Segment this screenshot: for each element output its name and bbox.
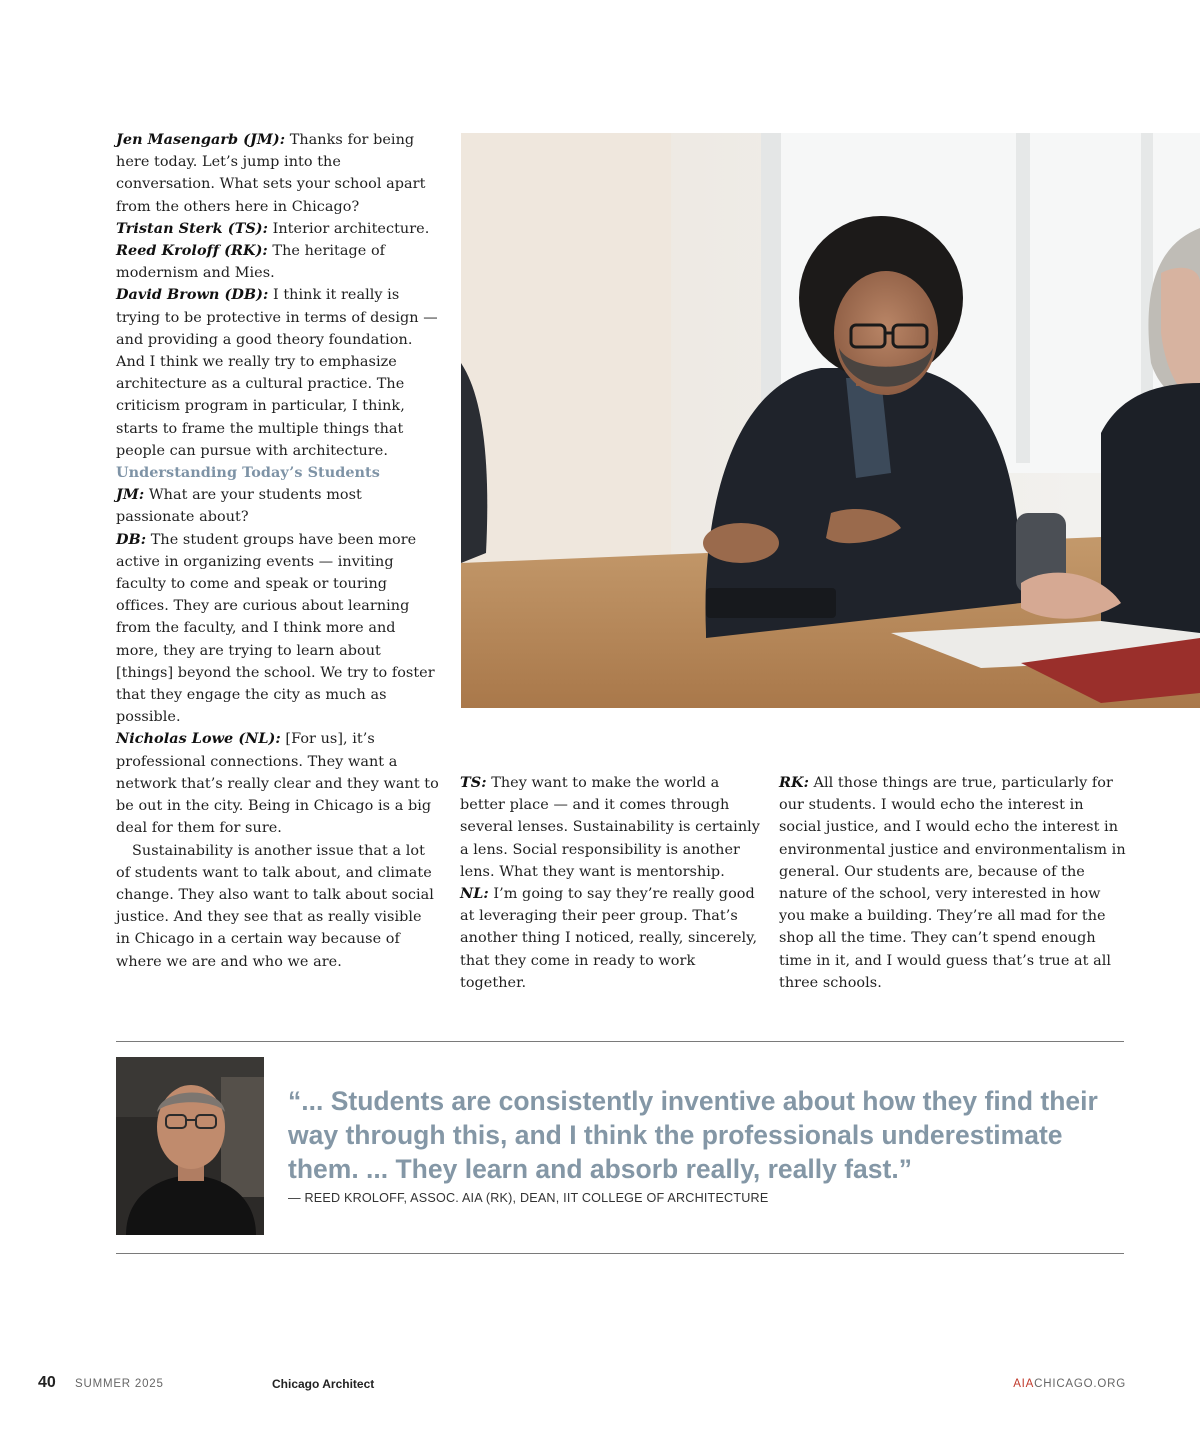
pull-quote: “... Students are consistently inventive about how they find their way through this, and I think the professionals underestimate them. ... They learn and absorb really, really fast.” bbox=[288, 1086, 1098, 1184]
paragraph bbox=[779, 772, 1129, 994]
paragraph bbox=[116, 218, 440, 240]
website-prefix: AIA bbox=[1013, 1378, 1035, 1390]
article-column-3 bbox=[779, 772, 1129, 994]
paragraph bbox=[460, 883, 760, 994]
divider bbox=[116, 1041, 1124, 1042]
paragraph-text: All those things are true, particularly for our students. I would echo the interest in social justice, and I would echo the interest in environmental justice and environmentalism in general. Our students are, because of the nature of the school, very interested in how you make a building. They’re all mad for the shop all the time. They can’t spend enough time in it, and I would guess that’s true at all three schools. bbox=[779, 775, 1126, 991]
paragraph-text: [For us], it’s professional connections. They want a network that’s really clear and they want to be out in the city. Being in Chicago is a big deal for them for sure. bbox=[116, 731, 439, 837]
paragraph-text: Interior architecture. bbox=[268, 220, 430, 237]
speaker-name: Jen Masengarb (JM): bbox=[116, 131, 286, 148]
paragraph-text: They want to make the world a better place — and it comes through several lenses. Sustainability is certainly a lens. Social responsibility is another lens. What they want is mentorship. bbox=[460, 775, 760, 880]
article-column-1 bbox=[116, 129, 440, 973]
paragraph bbox=[116, 129, 440, 218]
paragraph: Sustainability is another issue that a lot of students want to talk about, and climate change. They also want to talk about social justice. And they see that as really visible in Chicago in a certain way because of where we are and who we are. bbox=[116, 842, 434, 970]
paragraph-text: The student groups have been more active in organizing events — inviting faculty to come and speak or touring offices. They are curious about learning from the faculty, and I think more and more, they are trying to learn about [things] beyond the school. We try to foster that they engage the city as much as possible. bbox=[116, 531, 435, 726]
page-number: 40 bbox=[38, 1374, 56, 1391]
speaker-name: Tristan Sterk (TS): bbox=[116, 219, 268, 237]
speaker-name: NL: bbox=[460, 885, 489, 903]
divider bbox=[116, 1253, 1124, 1254]
website-suffix: CHICAGO.ORG bbox=[1034, 1378, 1126, 1390]
paragraph bbox=[460, 772, 760, 883]
paragraph bbox=[116, 284, 440, 462]
kroloff-portrait bbox=[116, 1057, 264, 1235]
article-column-2 bbox=[460, 772, 760, 994]
magazine-name: Chicago Architect bbox=[272, 1377, 375, 1391]
speaker-name: JM: bbox=[116, 486, 145, 504]
paragraph-text: I think it really is trying to be protective in terms of design — and providing a good theory foundation. And I think we really try to emphasize architecture as a cultural practice. The criticism program in particular, I think, starts to frame the multiple things that people can pursue with architecture. bbox=[116, 287, 438, 459]
paragraph-text: Thanks for being here today. Let’s jump into the conversation. What sets your school apart from the others here in Chicago? bbox=[116, 132, 426, 215]
website-link[interactable] bbox=[1013, 1378, 1126, 1390]
issue-label: SUMMER 2025 bbox=[75, 1378, 164, 1390]
speaker-name: TS: bbox=[460, 774, 487, 791]
speaker-name: David Brown (DB): bbox=[116, 286, 269, 304]
paragraph-text: The heritage of modernism and Mies. bbox=[116, 243, 386, 282]
speaker-name: Reed Kroloff (RK): bbox=[116, 242, 268, 260]
speaker-name: Nicholas Lowe (NL): bbox=[116, 730, 281, 748]
section-subhead: Understanding Today’s Students bbox=[116, 464, 380, 482]
speaker-name: RK: bbox=[779, 774, 809, 791]
paragraph bbox=[116, 529, 440, 729]
paragraph-text: I’m going to say they’re really good at leveraging their peer group. That’s another thing I noticed, really, sincerely, that they come in ready to work together. bbox=[460, 886, 758, 991]
paragraph bbox=[116, 484, 440, 528]
quote-attribution: — REED KROLOFF, ASSOC. AIA (RK), DEAN, IIT COLLEGE OF ARCHITECTURE bbox=[288, 1191, 769, 1205]
paragraph bbox=[116, 728, 440, 839]
paragraph-text: What are your students most passionate about? bbox=[116, 487, 362, 526]
paragraph bbox=[116, 240, 440, 284]
speaker-name: DB: bbox=[116, 530, 147, 548]
conversation-photo bbox=[461, 133, 1200, 708]
